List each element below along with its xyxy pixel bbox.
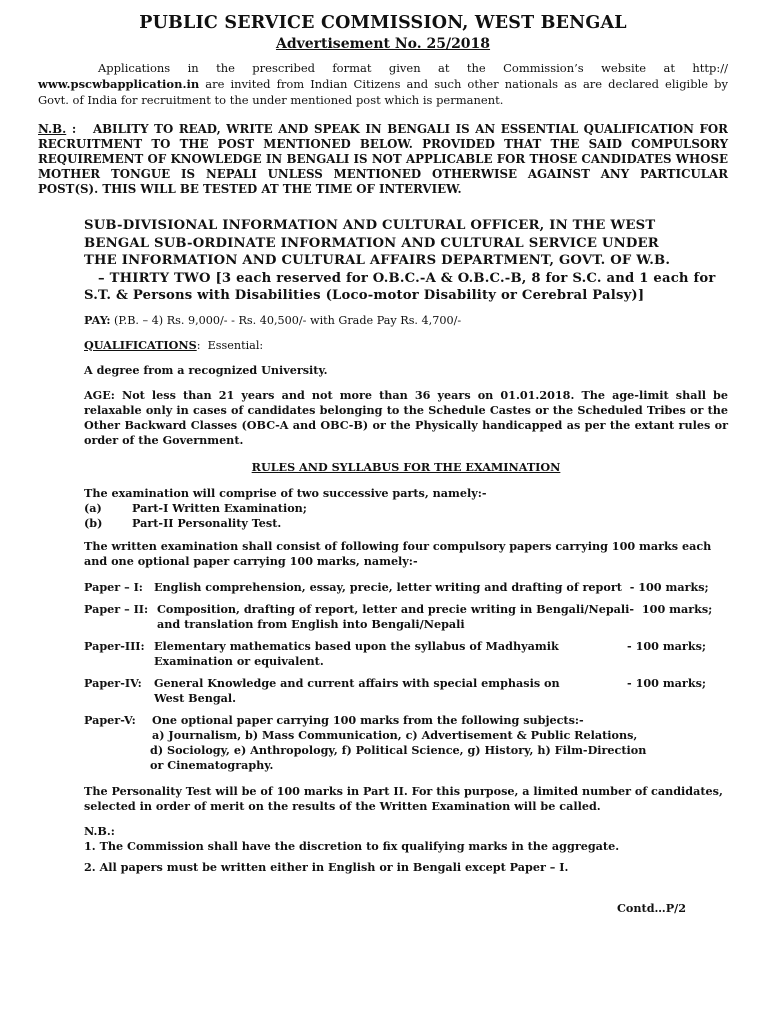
paper-1 xyxy=(84,580,728,595)
advertisement-page xyxy=(38,12,728,916)
paper-4 xyxy=(84,676,728,706)
qualifications-colon: : xyxy=(196,338,201,352)
paper-4-line-2: West Bengal. xyxy=(154,690,237,705)
post-line-3: THE INFORMATION AND CULTURAL AFFAIRS DEPARTMENT, GOVT. OF W.B. xyxy=(84,253,671,268)
paper-3-line-1: Elementary mathematics based upon the syllabus of Madhyamik xyxy=(154,638,559,653)
paper-2-line-2: and translation from English into Bengali/Nepali xyxy=(157,616,465,631)
personality-test: The Personality Test will be of 100 marks in Part II. For this purpose, a limited number of candidates, selected in order of merit on the results of the Written Examination will be called. xyxy=(84,783,723,813)
note-2: 2. All papers must be written either in English or in Bengali except Paper – I. xyxy=(84,859,569,874)
part-a-text: Part-I Written Examination; xyxy=(132,500,307,515)
age-limit: AGE: Not less than 21 years and not more than 36 years on 01.01.2018. The age-limit shall be relaxable only in cases of candidates belonging to the Schedule Castes or the Scheduled Tribes or the Other Backward Classes (OBC-A and OBC-B) or the Physically handicapped as per the extant rules or order of the Government. xyxy=(84,387,728,447)
qualifications-type: Essential: xyxy=(207,338,264,352)
post-line-5: S.T. & Persons with Disabilities (Loco-motor Disability or Cerebral Palsy)] xyxy=(84,288,645,303)
intro-text-2: are invited from Indian Citizens and such other nationals as are declared eligible by Govt. of India for recruitment to the under mentioned post which is permanent. xyxy=(38,77,728,107)
part-b-key: (b) xyxy=(84,515,103,530)
nb-separator: : xyxy=(71,122,77,136)
advertisement-number: Advertisement No. 25/2018 xyxy=(275,36,491,52)
paper-4-label: Paper-IV: xyxy=(84,675,142,690)
paper-4-line-1: General Knowledge and current affairs with special emphasis on xyxy=(154,675,560,690)
paper-3-marks: - 100 marks; xyxy=(627,638,706,653)
rules-heading: RULES AND SYLLABUS FOR THE EXAMINATION xyxy=(251,459,561,474)
paper-4-marks: - 100 marks; xyxy=(627,675,706,690)
note-1: 1. The Commission shall have the discretion to fix qualifying marks in the aggregate. xyxy=(84,838,620,853)
paper-2-label: Paper – II: xyxy=(84,601,149,616)
part-a-key: (a) xyxy=(84,500,102,515)
intro-paragraph xyxy=(38,60,728,108)
continued-marker: Contd…P/2 xyxy=(617,900,686,915)
paper-3-line-2: Examination or equivalent. xyxy=(154,653,324,668)
paper-3 xyxy=(84,639,728,669)
paper-1-label: Paper – I: xyxy=(84,579,143,594)
written-exam-description: The written examination shall consist of following four compulsory papers carrying 100 marks each and one optional paper carrying 100 marks, namely:- xyxy=(84,538,712,568)
language-note xyxy=(38,122,728,197)
qualifications-label: QUALIFICATIONS xyxy=(84,337,197,352)
paper-5-line-4: or Cinematography. xyxy=(150,757,274,772)
nb-label: N.B. xyxy=(38,122,67,136)
website-link[interactable]: www.pscwbapplication.in xyxy=(38,77,200,91)
qualifications-line xyxy=(84,338,728,353)
paper-1-line-1: English comprehension, essay, precie, letter writing and drafting of report xyxy=(154,579,622,594)
nb-text: ABILITY TO READ, WRITE AND SPEAK IN BENGALI IS AN ESSENTIAL QUALIFICATION FOR RECRUITMENT TO THE POST MENTIONED BELOW. PROVIDED THAT THE SAID COMPULSORY REQUIREMENT OF KNOWLEDGE IN BENGALI IS NOT APPLICABLE FOR THOSE CANDIDATES WHOSE MOTHER TONGUE IS NEPALI UNLESS MENTIONED OTHERWISE AGAINST ANY PARTICULAR POST(S). THIS WILL BE TESTED AT THE TIME OF INTERVIEW. xyxy=(38,122,728,196)
paper-2-line-1: Composition, drafting of report, letter and precie writing in Bengali/Nepali- xyxy=(157,601,635,616)
pay-value: (P.B. – 4) Rs. 9,000/- - Rs. 40,500/- with Grade Pay Rs. 4,700/- xyxy=(114,313,462,327)
degree-requirement: A degree from a recognized University. xyxy=(84,362,328,377)
post-line-2: BENGAL SUB-ORDINATE INFORMATION AND CULTURAL SERVICE UNDER xyxy=(84,235,659,251)
paper-5-line-1: One optional paper carrying 100 marks from the following subjects:- xyxy=(152,712,584,727)
paper-3-label: Paper-III: xyxy=(84,638,145,653)
post-line-4: – THIRTY TWO [3 each reserved for O.B.C.-A & O.B.C.-B, 8 for S.C. and 1 each for xyxy=(98,270,716,286)
pay-line xyxy=(84,313,728,328)
post-line-1: SUB-DIVISIONAL INFORMATION AND CULTURAL OFFICER, IN THE WEST xyxy=(84,218,656,233)
paper-5-subjects xyxy=(84,728,728,773)
pay-label: PAY: xyxy=(84,312,111,327)
nb-footer-label: N.B.: xyxy=(84,823,115,838)
paper-5-label: Paper-V: xyxy=(84,712,136,727)
paper-1-text xyxy=(154,580,728,595)
post-title xyxy=(84,217,728,305)
intro-text-1: Applications in the prescribed format given at the Commission’s website at http:// xyxy=(98,61,728,75)
paper-5 xyxy=(84,713,728,728)
part-b-text: Part-II Personality Test. xyxy=(132,515,282,530)
exam-intro: The examination will comprise of two successive parts, namely:- xyxy=(84,485,487,500)
paper-2 xyxy=(84,602,728,632)
paper-5-line-3: d) Sociology, e) Anthropology, f) Political Science, g) History, h) Film-Direction xyxy=(150,742,647,757)
part-b xyxy=(84,516,728,531)
part-a xyxy=(84,501,728,516)
paper-5-line-2: a) Journalism, b) Mass Communication, c) Advertisement & Public Relations, xyxy=(152,727,638,742)
paper-1-marks: - 100 marks; xyxy=(629,579,709,594)
commission-title: PUBLIC SERVICE COMMISSION, WEST BENGAL xyxy=(139,13,627,33)
paper-2-marks: 100 marks; xyxy=(641,601,713,616)
paper-2-text xyxy=(157,602,728,632)
